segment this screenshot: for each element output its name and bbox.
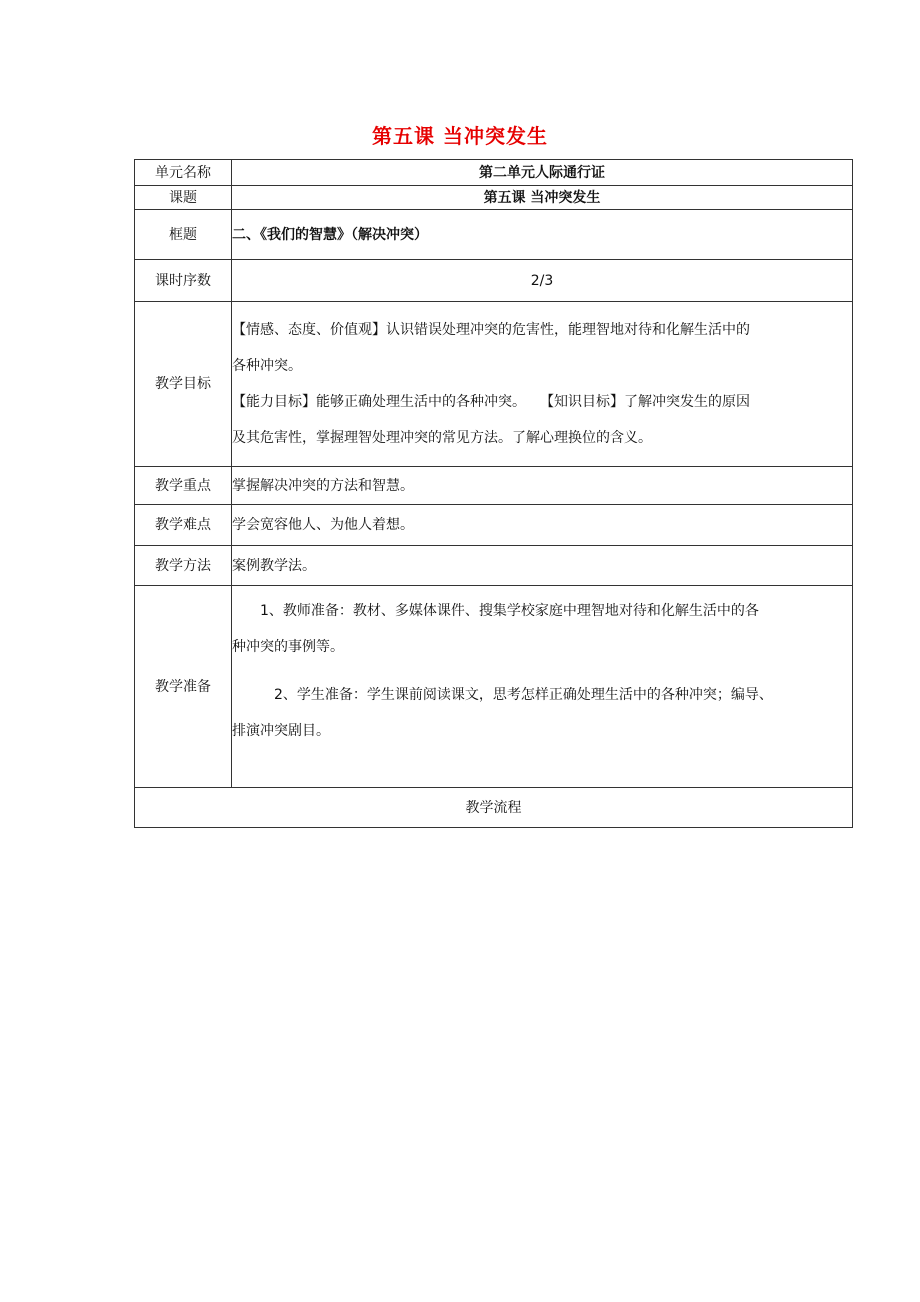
row-frame — [135, 210, 853, 260]
difficulties-label: 教学难点 — [135, 505, 232, 546]
objectives-content — [232, 302, 853, 467]
period-label: 课时序数 — [135, 260, 232, 302]
method-label: 教学方法 — [135, 546, 232, 586]
period-value: 2/3 — [232, 260, 853, 302]
objectives-line: 及其危害性，掌握理智处理冲突的常见方法。了解心理换位的含义。 — [232, 430, 652, 446]
objectives-line: 各种冲突。 — [232, 358, 302, 374]
preparation-line: 排演冲突剧目。 — [232, 723, 330, 739]
preparation-line: 2、学生准备：学生课前阅读课文，思考怎样正确处理生活中的各种冲突；编导、 — [274, 687, 773, 703]
row-flow — [135, 788, 853, 828]
flow-label: 教学流程 — [135, 788, 853, 828]
objectives-line: 【情感、态度、价值观】认识错误处理冲突的危害性，能理智地对待和化解生活中的 — [232, 322, 750, 338]
row-preparation — [135, 586, 853, 788]
method-value: 案例教学法。 — [232, 546, 853, 586]
key-points-value: 掌握解决冲突的方法和智慧。 — [232, 467, 853, 505]
difficulties-value: 学会宽容他人、为他人着想。 — [232, 505, 853, 546]
preparation-line: 1、教师准备：教材、多媒体课件、搜集学校家庭中理智地对待和化解生活中的各 — [260, 603, 759, 619]
unit-name-label: 单元名称 — [135, 160, 232, 186]
lesson-label: 课题 — [135, 186, 232, 210]
objectives-line: 【能力目标】能够正确处理生活中的各种冲突。 【知识目标】了解冲突发生的原因 — [232, 394, 750, 410]
row-difficulties — [135, 505, 853, 546]
objectives-label: 教学目标 — [135, 302, 232, 467]
page-title: 第五课 当冲突发生 — [372, 124, 548, 148]
preparation-label: 教学准备 — [135, 586, 232, 788]
lesson-value: 第五课 当冲突发生 — [232, 186, 853, 210]
row-unit-name — [135, 160, 853, 186]
row-objectives — [135, 302, 853, 467]
frame-label: 框题 — [135, 210, 232, 260]
row-method — [135, 546, 853, 586]
lesson-plan-table — [134, 159, 853, 828]
preparation-content — [232, 586, 853, 788]
preparation-line: 种冲突的事例等。 — [232, 639, 344, 655]
row-period — [135, 260, 853, 302]
row-key-points — [135, 467, 853, 505]
unit-name-value: 第二单元人际通行证 — [232, 160, 853, 186]
key-points-label: 教学重点 — [135, 467, 232, 505]
row-lesson — [135, 186, 853, 210]
frame-value: 二、《我们的智慧》（解决冲突） — [232, 210, 853, 260]
